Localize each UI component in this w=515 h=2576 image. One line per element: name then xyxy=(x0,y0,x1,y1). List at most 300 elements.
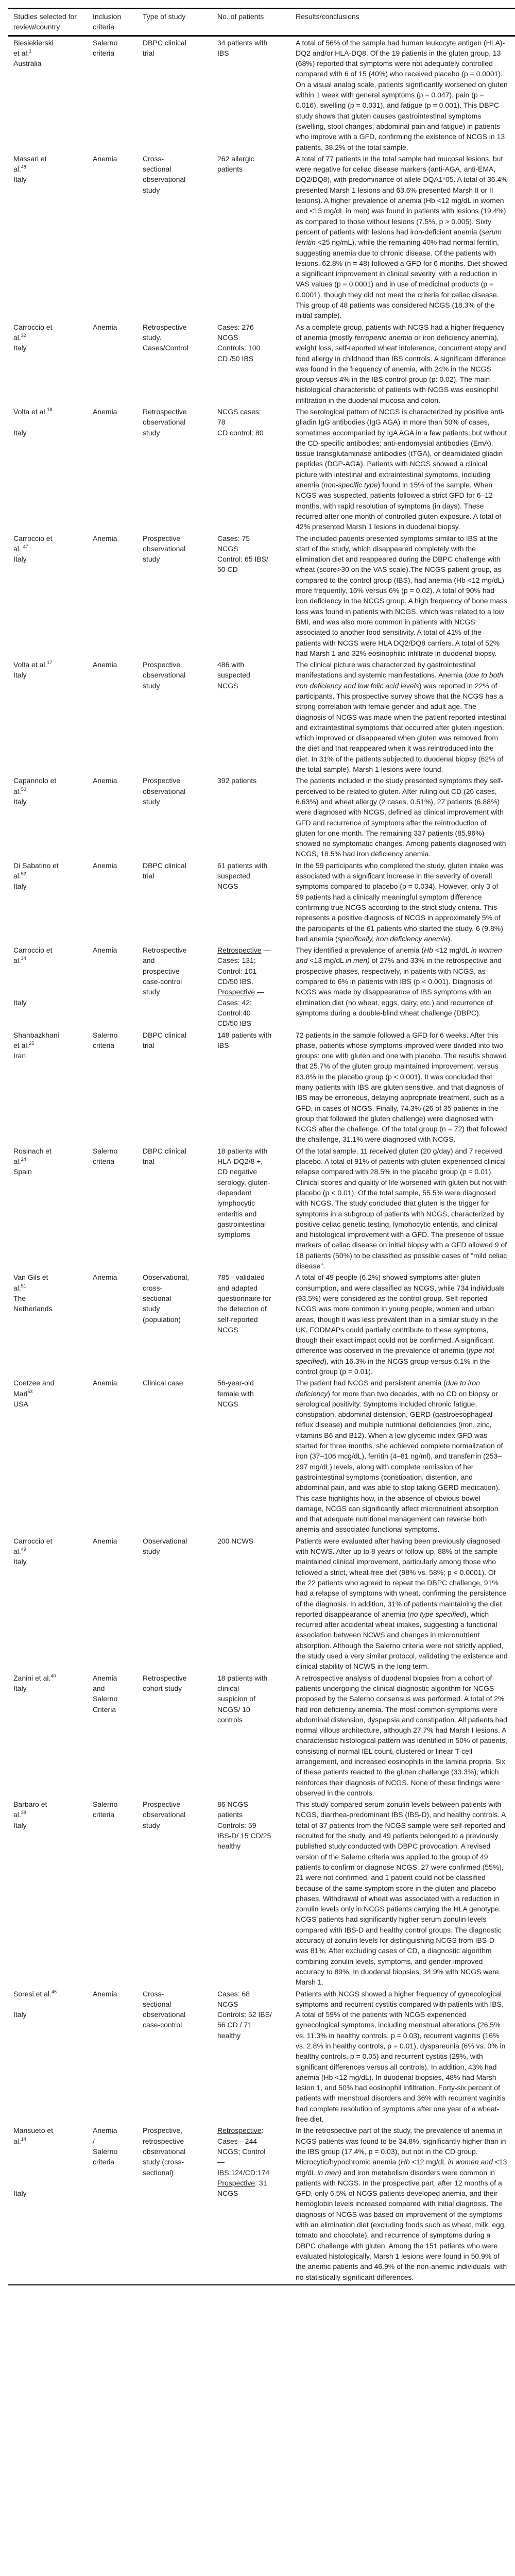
results-paragraph: A retrospective analysis of duodenal biopsies from a cohort of patients undergoing the clinical diagnostic algorithm for NCGS proposed by the Salerno consensus was performed. A total of 2% had iron deficiency anemia. The most common symptoms were abdominal distension, dyspepsia and constipation. All patients had normal villous architecture, although 27.7% had Marsh I lesions. A characteristic histological pattern was identified in 50% of patients, consisting of normal IEL count, clustered or linear T-cell arrangement, and increased eosinophils in the lamina propria. Six of these patients reacted to the gluten challenge (33.3%), which reinforces their diagnosis of NCGS. None of these findings were observed in the controls. xyxy=(296,1673,507,1797)
study-cell xyxy=(8,406,88,532)
text-segment: al. xyxy=(13,1157,21,1166)
cell-line: NCGS xyxy=(217,1325,238,1334)
cell-line: observational xyxy=(143,671,186,680)
cell-line: CD negative xyxy=(217,1167,258,1176)
reference-number: 38 xyxy=(21,1810,26,1816)
cell-line: lymphocytic xyxy=(217,1199,255,1208)
cell-line: self-reported xyxy=(217,1315,258,1324)
cell-line: Salerno xyxy=(93,2147,118,2156)
table-row xyxy=(8,1988,515,2125)
cell-line: Italy xyxy=(13,2189,27,2198)
results-cell xyxy=(296,1799,515,1987)
text-segment: Microcytic/hypochromic anemia ( xyxy=(296,2158,401,2166)
cell-line xyxy=(13,786,81,796)
cell-line: Carroccio et xyxy=(13,534,53,543)
cell-line: criteria xyxy=(93,1041,115,1049)
text-segment: The serological pattern of NCGS is characterized by positive anti-gliadin IgG antibodies (IgG AGA) in more than 50% of cases, sometimes accompanied by IgA AGA in a few patients, but without the CD-specific antibodies: anti-endomysial antibodies (EmA), tissue transglutaminase antibodies (tTGA), or deamidated gliadin peptides (DGP-AGA). Patients with NCGS showed a clinical picture with intestinal and extraintestinal symptoms, including anemia ( xyxy=(296,407,507,489)
cell-line: Italy xyxy=(13,1684,27,1692)
results-cell xyxy=(296,1989,515,2125)
cell-line: Italy xyxy=(13,1821,27,1829)
header-patients: No. of patients xyxy=(217,12,264,21)
text-segment: al. xyxy=(13,165,21,174)
text-segment: et al. xyxy=(13,1041,29,1049)
italic-text: Hb xyxy=(424,946,433,955)
cell-line xyxy=(13,2157,81,2167)
inclusion-cell xyxy=(88,860,138,944)
table-row xyxy=(8,1145,515,1272)
study-type-cell xyxy=(138,1536,212,1672)
results-paragraph xyxy=(296,1378,508,1534)
text-segment: Soresi et al. xyxy=(13,1989,52,1998)
cell-line: sectional xyxy=(143,1294,171,1302)
cell-line: cohort study xyxy=(143,1684,182,1692)
cell-line: female with xyxy=(217,1389,254,1398)
cell-line: trial xyxy=(143,872,154,880)
results-cell xyxy=(296,1673,515,1799)
study-type-cell xyxy=(138,860,212,944)
results-paragraph: In the retrospective part of the study, the prevalence of anemia in NCGS patients was found to be 34.8%, significantly higher than in the IBS group (17.4%, p = 0.03), but not in the CD group. xyxy=(296,2126,506,2156)
cell-line: 486 with xyxy=(217,660,245,669)
results-paragraph: A total of 56% of the sample had human leukocyte antigen (HLA)-DQ2 and/or HLA-DQ8. Of the 19 patients in the gluten group, 13 (68%) reported that symptoms were not adequately controlled compared with 6 of 15 (40%) who received placebo (p = 0.0001). On a visual analog scale, patients significantly worsened on gluten within 1 week with general symptoms (p = 0.047), pain (p = 0.016), swelling (p = 0.031), and fatigue (p = 0.001). This DBPC study shows that gluten causes gastrointestinal symptoms (swelling, stool changes, abdominal pain and fatigue) in patients who improve with a GFD, confirming the existence of NCGS in 13 patients, 38.2% of the total sample. xyxy=(296,38,508,151)
cell-line: USA xyxy=(13,1399,28,1408)
results-paragraph xyxy=(296,1536,508,1672)
cell-line: gastrointestinal xyxy=(217,1219,266,1228)
cell-line: Rosinach et xyxy=(13,1146,52,1155)
cell-line: Italy xyxy=(13,1557,27,1566)
cell-line: observational xyxy=(143,418,186,427)
text-segment: — xyxy=(255,988,265,996)
reference-number: 51 xyxy=(21,1283,26,1289)
text-segment: The patient had NCGS and persistent anemia ( xyxy=(296,1379,446,1387)
study-type-cell xyxy=(138,406,212,532)
cell-line: Clinical case xyxy=(143,1379,183,1387)
cell-line xyxy=(13,332,81,343)
reference-number: 32 xyxy=(21,332,26,338)
study-cell xyxy=(8,775,88,859)
cell-line xyxy=(13,1040,81,1050)
results-paragraph xyxy=(296,1272,508,1377)
cell-line: 86 NCGS xyxy=(217,1800,248,1809)
text-segment: <13 mg/dL xyxy=(307,956,346,965)
cell-line: Anemia xyxy=(93,1273,117,1282)
text-segment: : xyxy=(261,2126,264,2135)
reference-number: 47 xyxy=(23,544,28,549)
cell-line: NCGS xyxy=(217,333,238,342)
cell-line: study xyxy=(143,1547,160,1556)
cell-line: Italy xyxy=(13,671,27,680)
study-cell xyxy=(8,2125,88,2282)
inclusion-cell xyxy=(88,1030,138,1145)
text-segment: They identified a prevalence of anemia ( xyxy=(296,946,424,955)
cell-line: Controls: 52 IBS/ xyxy=(217,2010,272,2019)
cell-line: sectional xyxy=(143,165,171,174)
cell-line: DBPC clinical xyxy=(143,38,186,47)
cell-line: and adapted xyxy=(217,1283,258,1292)
table-header-row xyxy=(8,9,515,35)
text-segment: Zanini et al. xyxy=(13,1673,51,1682)
text-segment: Patients were evaluated after having been previously diagnosed with NCWS. After up to 8 years of follow-up, 88% of the sample maintained clinical improvement, particularly among those who followed a strict, wheat-free diet (98% vs. 58%; p < 0.0001). Of the 22 patients who agreed to repeat the DBPC challenge, 91% had a relapse of symptoms with wheat, confirming the persistence of the diagnosis. In addition, 31% of patients maintaining the diet reported disappearance of anemia ( xyxy=(296,1536,507,1618)
inclusion-cell xyxy=(88,775,138,859)
results-cell xyxy=(296,154,515,321)
cell-line: Italy xyxy=(13,555,27,564)
cell-line xyxy=(13,1809,81,1820)
cell-line xyxy=(13,871,81,881)
study-type-cell xyxy=(138,38,212,152)
cell-line: suspected xyxy=(217,671,250,680)
reference-number: 24 xyxy=(21,1157,26,1162)
cell-line: patients xyxy=(217,1810,243,1819)
cell-line xyxy=(13,406,81,417)
text-segment: and iron metabolism disorders were common in patients with NCGS. In the prospective part, after 12 months of a GFD, only 6.5% of NCGS patients developed anemia, and their hemoglobin levels increased compared with initial diagnosis. The diagnosis of NCGS was based on improvement of the symptoms with an elimination diet (excluding foods such as wheat, milk, egg, tomato and chocolate), and recurrence of symptoms during a DBPC challenge with gluten. Among the 151 patients who were evaluated histologically, Marsh 1 lesions were found in 50.9% of the anemic patients and 46.9% of the non-anemic individuals, with no statistically significant differences. xyxy=(296,2168,507,2281)
table-row xyxy=(8,37,515,152)
cell-line: study xyxy=(143,555,160,564)
cell-line: 56-year-old xyxy=(217,1379,254,1387)
patients-cell xyxy=(212,1536,296,1672)
cell-line: Cross- xyxy=(143,1989,164,1998)
reference-number: 53 xyxy=(27,1388,33,1394)
cell-line: criteria xyxy=(93,1810,115,1819)
cell-line: NCGS xyxy=(217,2189,238,2198)
cell-line: serology, gluten- xyxy=(217,1178,270,1187)
cell-line: Australia xyxy=(13,59,42,68)
study-type-cell xyxy=(138,945,212,1028)
cell-line: 50 CD xyxy=(217,565,238,574)
table-row xyxy=(8,658,515,774)
patients-cell xyxy=(212,860,296,944)
cell-line: enteritis and xyxy=(217,1209,257,1218)
study-type-cell xyxy=(138,1673,212,1799)
cell-line: clinical xyxy=(217,1684,239,1692)
inclusion-cell xyxy=(88,322,138,405)
inclusion-cell xyxy=(88,38,138,152)
reference-number: 1 xyxy=(29,48,32,54)
cell-line: case-control xyxy=(143,2021,182,2029)
cell-line: Cases: 68 xyxy=(217,1989,250,1998)
results-paragraph: The patients included in the study presented symptoms they self-perceived to be related to gluten. After ruling out CD (26 cases, 6.63%) and wheat allergy (2 cases, 0.51%), 27 patients (6.88%) were diagnosed with NCGS, defined as clinical improvement with GFD and recurrence of symptoms after the reintroduction of gluten for one month. The remaining 337 patients (85.96%) showed no symptomatic changes. Among patients diagnosed with NCGS, 18.5% had iron deficiency anemia. xyxy=(296,776,506,858)
cell-line: / xyxy=(93,2137,95,2145)
cell-line xyxy=(217,945,296,955)
cell-line: criteria xyxy=(93,48,115,57)
cell-line: Anemia xyxy=(93,154,117,163)
reference-number: 25 xyxy=(29,1040,35,1046)
patients-cell xyxy=(212,322,296,405)
text-segment: ) was reported in 22% of participants. This prospective survey shows that the NCGS has a strong correlation with female gender and adult age. The diagnosis of NCGS was made when the patient reported intestinal and extraintestinal symptoms that occurred after gluten ingestion, which improved or disappeared when gluten was removed from the diet and that reappeared when it was reintroduced into the diet. In 31% of the patients subjected to duodenal biopsy (62% of the total sample), Marsh 1 lesions were found. xyxy=(296,681,506,774)
reference-number: 49 xyxy=(21,1547,26,1552)
results-cell xyxy=(296,860,515,944)
cell-line: Shahbazkhani xyxy=(13,1030,59,1039)
cell-line: Anemia xyxy=(93,1989,117,1998)
cell-line: Italy xyxy=(13,882,27,891)
text-segment: <13 mg/dL xyxy=(296,2158,507,2177)
reference-number: 14 xyxy=(21,2136,26,2142)
cell-line: retrospective xyxy=(143,2137,184,2145)
reference-number: 52 xyxy=(21,871,26,877)
cell-line: IBS-D/ 15 CD/25 xyxy=(217,1832,271,1840)
cell-line: Retrospective xyxy=(143,946,187,955)
cell-line: DBPC clinical xyxy=(143,1030,186,1039)
cell-line: study xyxy=(143,988,160,996)
table-row xyxy=(8,1798,515,1987)
cell-line: NCGS xyxy=(217,681,238,690)
cell-line: observational xyxy=(143,175,186,184)
cell-line: study xyxy=(143,681,160,690)
results-paragraph: The included patients presented symptoms similar to IBS at the start of the study, which disappeared completely with the elimination diet and reappeared during the DBPC challenge with wheat (score>30 on the VAS scale).The NCGS patient group, as compared to the control group (IBS), had anemia (Hb <12 mg/dL) more frequently, 16% versus 6% (p = 0.02). A total of 90% had iron deficiency in the NCGS group. A high frequency of bone mass loss was found in patients with NCGS, which was related to a low BMI, and was also more common in patients with NCGS associated to another food sensitivity. A total of 41% of the patients with NCGS were HLA DQ2/DQ8 carriers. A total of 52% had Marsh 1 and 32% eosinophilic infiltrate in duodenal biopsy. xyxy=(296,534,507,657)
table-row xyxy=(8,859,515,944)
study-cell xyxy=(8,533,88,659)
cell-line: Observational xyxy=(143,1536,187,1545)
cell-line: Retrospective xyxy=(143,407,187,416)
study-cell xyxy=(8,1378,88,1534)
cell-line: Control:40 xyxy=(217,1008,251,1017)
cell-line: Carroccio et xyxy=(13,323,53,331)
patients-cell xyxy=(212,406,296,532)
cell-line: observational xyxy=(143,1810,186,1819)
cell-line: NCGS cases: xyxy=(217,407,261,416)
cell-line: sectional) xyxy=(143,2168,174,2177)
italic-text: specifically, iron deficiency anemia xyxy=(337,934,448,943)
results-paragraph xyxy=(296,659,508,774)
cell-line: 148 patients with xyxy=(217,1030,272,1039)
text-segment: al. xyxy=(13,1547,21,1556)
study-cell xyxy=(8,1146,88,1272)
study-cell xyxy=(8,38,88,152)
underlined-label: Prospective xyxy=(217,988,255,996)
cell-line: DBPC clinical xyxy=(143,1146,186,1155)
reference-number: 34 xyxy=(21,956,26,961)
inclusion-cell xyxy=(88,1536,138,1672)
results-cell xyxy=(296,533,515,659)
table-row xyxy=(8,405,515,532)
study-cell xyxy=(8,945,88,1028)
italic-text: due to iron deficiency xyxy=(296,1379,480,1398)
cell-line: Cases—244 xyxy=(217,2137,258,2145)
cell-line: study xyxy=(143,1304,160,1313)
cell-line: Control: 65 IBS/ xyxy=(217,555,268,564)
cell-line xyxy=(13,1673,81,1683)
text-segment: <12 mg/dL xyxy=(433,946,471,955)
cell-line xyxy=(13,659,81,670)
results-cell xyxy=(296,2125,515,2282)
inclusion-cell xyxy=(88,2125,138,2282)
results-paragraph: Patients with NCGS showed a higher frequency of gynecological symptoms and recurrent cystitis compared with patients with IBS. A total of 59% of the patients with NCGS experienced gynecological symptoms, including menstrual alterations (26.5% vs. 11.3% in healthy controls, p = 0.03), recurrent vaginitis (16% vs. 2.8% in healthy controls, p = 0.01), dyspareunia (6% vs. 0% in healthy controls, p = 0.05) and recurrent cystitis (29%, with significant differences versus all controls). In addition, 43% had anemia (Hb <12 mg/dL). In duodenal biopsies, 48% had Marsh lesion 1, and 50% had eosinophil infiltration. Forty-six percent of patients with menstrual disorders and 36% with recurrent vaginitis had complete resolution of symptoms after one year of a wheat-free diet. xyxy=(296,1989,506,2124)
italic-text: type not specified xyxy=(296,1346,494,1365)
cell-line xyxy=(217,987,296,997)
inclusion-cell xyxy=(88,659,138,774)
results-cell xyxy=(296,1536,515,1672)
text-segment: al. xyxy=(13,1283,21,1292)
inclusion-cell xyxy=(88,945,138,1028)
results-cell xyxy=(296,406,515,532)
cell-line: Italy xyxy=(13,428,27,437)
results-cell xyxy=(296,659,515,774)
cell-line: Cases: 75 xyxy=(217,534,250,543)
cell-line: CD/50 IBS. xyxy=(217,977,254,986)
cell-line: patients xyxy=(217,165,243,174)
text-segment: — xyxy=(261,946,271,955)
cell-line: DBPC clinical xyxy=(143,861,186,870)
text-segment: A total of 77 patients in the total sample had mucosal lesions, but were negative for celiac disease markers (anti-AGA, anti-EMA, DQ2/DQ8), with predominance of allele DQA1*05. A total of 36.4% presented Marsh 1 lesions and 63.6% presented Marsh II or II lesions). A higher prevalence of anemia (Hb <12 mg/dL in women and <13 mg/dL in men) was found in patients with lesions (19.4%) as compared to those without lesions (7.5%, p > 0.005). Sixty percent of patients with lesions had iron-deficient anemia ( xyxy=(296,154,508,236)
text-segment: et al. xyxy=(13,48,29,57)
inclusion-cell xyxy=(88,154,138,321)
inclusion-cell xyxy=(88,1989,138,2125)
cell-line: Anemia xyxy=(93,2126,117,2135)
cell-line: Mansueto et xyxy=(13,2126,54,2135)
cell-line: CD control: 80 xyxy=(217,428,264,437)
inclusion-cell xyxy=(88,533,138,659)
cell-line: sectional xyxy=(143,1999,171,2008)
study-cell xyxy=(8,1673,88,1799)
cell-line xyxy=(13,2167,81,2178)
table-bottom-rule xyxy=(8,2284,515,2285)
cell-line: Anemia xyxy=(93,660,117,669)
text-segment: al. xyxy=(13,544,23,553)
text-segment: ). xyxy=(448,934,453,943)
cell-line xyxy=(13,987,81,997)
cell-line: 56 CD / 71 xyxy=(217,2021,252,2029)
text-segment: Mari xyxy=(13,1389,28,1398)
cell-line: Cases: 131; xyxy=(217,956,256,965)
study-cell xyxy=(8,659,88,774)
cell-line xyxy=(13,966,81,976)
results-cell xyxy=(296,775,515,859)
cell-line: Cases/Control xyxy=(143,344,188,352)
cell-line: Salerno xyxy=(93,1800,118,1809)
patients-cell xyxy=(212,533,296,659)
italic-text: due to both iron deficiency and low folic acid levels xyxy=(296,671,504,690)
results-paragraph xyxy=(296,945,508,1018)
results-paragraph xyxy=(296,2157,508,2282)
cell-line: 34 patients with xyxy=(217,38,268,47)
header-inclusion: Inclusion criteria xyxy=(93,12,122,31)
study-cell xyxy=(8,1536,88,1672)
cell-line: IBS xyxy=(217,1041,229,1049)
cell-line xyxy=(13,2136,81,2146)
cell-line: Anemia xyxy=(93,407,117,416)
italic-text: no type specified xyxy=(409,1609,464,1618)
patients-cell xyxy=(212,1272,296,1377)
results-paragraph: 72 patients in the sample followed a GFD for 6 weeks. After this phase, patients whose symptoms improved were divided into two groups: one with gluten and one with placebo. The results showed that 25.7% of the gluten group maintained improvement, versus 83.8% in the placebo group (p < 0.001). It was concluded that many patients with IBS are gluten sensitive, and that diagnosis of IBS may be erroneous, delaying appropriate treatment, such as a GFD, in cases of NCGS. Finally, 74.3% (26 of 35 patients in the group that followed the gluten challenge) were diagnosed with NCGS after the challenge. Of the total group (n = 72) that followed the challenge, 31.1% were diagnosed with NCGS. xyxy=(296,1030,507,1144)
cell-line: NCGS xyxy=(217,1999,238,2008)
table-row xyxy=(8,944,515,1028)
cell-line: Retrospective xyxy=(143,323,187,331)
results-cell xyxy=(296,1146,515,1272)
patients-cell xyxy=(212,945,296,1028)
text-segment: of 27% and 33% in the retrospective and prospective phases, respectively, in patients with NCGS, as compared to 6% in patients with IBS (p < 0.001). Diagnosis of NCGS was made by disappearance of IBS symptoms with an elimination diet (no wheat, eggs, dairy, etc.) and recurrence of symptoms during a double-blind wheat challenge (DBPC). xyxy=(296,956,502,1017)
cell-line: suspicion of xyxy=(217,1694,255,1703)
study-cell xyxy=(8,860,88,944)
cell-line: 18 patients with xyxy=(217,1673,268,1682)
patients-cell xyxy=(212,1030,296,1145)
table-body xyxy=(8,37,515,2282)
header-results: Results/conclusions xyxy=(296,12,359,21)
cell-line: NCGS xyxy=(217,1399,238,1408)
reference-number: 17 xyxy=(47,660,53,666)
cell-line: criteria xyxy=(93,2158,115,2166)
cell-line: Criteria xyxy=(93,1705,116,1714)
cell-line: Netherlands xyxy=(13,1304,53,1313)
text-segment: ) for more than two decades, with no CD on biopsy or serological positivity. Symptoms included chronic fatigue, constipation, abdominal distension, GERD (gastroesophageal reflux disease) and multiple nutritional deficiencies (iron, zinc, vitamins B6 and B12). When a low glycemic index GFD was started for three months, she achieved complete normalization of iron (37–106 mcg/dL), ferritin (4–81 ng/ml), and transferrin (253–297 mg/dL) levels, along with complete remission of her gastrointestinal symptoms (constipation, distention, and abdominal pain, and was able to stop taking GERD medication). This case highlights how, in the absence of obvious bowel damage, NCGS can significantly affect micronutrient absorption and that adequate nutritional management can reverse both anemia and associated functional symptoms. xyxy=(296,1389,503,1534)
text-segment: The clinical picture was characterized by gastrointestinal manifestations and systemic manifestations. Anemia ( xyxy=(296,660,476,680)
cell-line: Anemia xyxy=(93,861,117,870)
cell-line: study (cross- xyxy=(143,2158,184,2166)
cell-line: study xyxy=(143,428,160,437)
table-row xyxy=(8,1535,515,1672)
cell-line: HLA-DQ2/8 +, xyxy=(217,1157,263,1166)
reference-number: 40 xyxy=(50,1673,56,1679)
cell-line: Anemia xyxy=(93,534,117,543)
results-cell xyxy=(296,1030,515,1145)
results-cell xyxy=(296,322,515,405)
header-type: Type of study xyxy=(143,12,186,21)
cell-line: 78 xyxy=(217,418,226,427)
cell-line: Di Sabatino et xyxy=(13,861,59,870)
study-cell xyxy=(8,154,88,321)
cell-line: questionnaire for xyxy=(217,1294,271,1302)
results-paragraph xyxy=(296,860,508,944)
cell-line: criteria xyxy=(93,1157,115,1166)
cell-line xyxy=(13,1388,81,1399)
study-cell xyxy=(8,322,88,405)
results-cell xyxy=(296,945,515,1028)
table-row xyxy=(8,1672,515,1799)
cell-line: 18 patients with xyxy=(217,1146,268,1155)
cell-line: 61 patients with xyxy=(217,861,268,870)
cell-line: prospective xyxy=(143,967,180,975)
results-cell xyxy=(296,38,515,152)
cell-line: Controls: 100 xyxy=(217,344,261,352)
study-type-cell xyxy=(138,322,212,405)
cell-line: Control: 101 xyxy=(217,967,257,975)
inclusion-cell xyxy=(88,1272,138,1377)
patients-cell xyxy=(212,1146,296,1272)
cell-line: NCGS xyxy=(217,544,238,553)
table-row xyxy=(8,1029,515,1145)
cell-line xyxy=(13,164,81,174)
cell-line: controls xyxy=(217,1715,243,1724)
results-paragraph xyxy=(296,406,508,532)
inclusion-cell xyxy=(88,1673,138,1799)
study-cell xyxy=(8,1272,88,1377)
table-row xyxy=(8,321,515,405)
cell-line: Prospective xyxy=(143,1800,181,1809)
text-segment: A total of 49 people (6.2%) showed symptoms after gluten consumption, and were classified as NCGS, while 734 individuals (93.5%) were considered as the control group. Self-reported NCGS was more common in young people, women and urban areas, though it was less prevalent than in a similar study in the UK. FODMAPs could partially contribute to these symptoms, though their exact impact could not be confirmed. A significant difference was observed in the prevalence of anemia ( xyxy=(296,1273,505,1355)
results-paragraph: This study compared serum zonulin levels between patients with NCGS, diarrhea-predominant IBS (IBS-D), and healthy controls. A total of 37 patients from the NCGS sample were self-reported and recruited for the study, and 49 patients belonged to a previously published study conducted with DBPC provocation. A revised version of the Salerno criteria was applied to the group of 49 patients to confirm or diagnose NCGS: 27 were confirmed (55%), 21 were not confirmed, and 1 patient could not be classified because of the same symptom score in the gluten and placebo phases. Withdrawal of wheat was associated with a reduction in zonulin levels only in NCGS patients carrying the HLA genotype. NCGS patients had significantly higher serum zonulin levels compared with IBS-D and healthy control groups. The diagnostic accuracy of zonulin levels for distinguishing NCGS from IBS-D was 81%. After excluding cases of CD, a diagnostic algorithm combining zonulin levels, symptoms, and gender improved accuracy to 89%. In duodenal biopsies, 34.9% with NCGS were Marsh 1. xyxy=(296,1800,506,1987)
cell-line: trial xyxy=(143,1157,154,1166)
italic-text: in men) xyxy=(317,2168,341,2177)
cell-line: IBS xyxy=(217,48,229,57)
cell-line xyxy=(13,1156,81,1166)
patients-cell xyxy=(212,2125,296,2282)
cell-line: observational xyxy=(143,2010,186,2019)
cell-line: and xyxy=(143,956,155,965)
cell-line: 262 allergic xyxy=(217,154,254,163)
cell-line: Salerno xyxy=(93,1030,118,1039)
cell-line: Anemia xyxy=(93,776,117,785)
cell-line: Cross- xyxy=(143,154,164,163)
cell-line xyxy=(13,1546,81,1556)
table-row xyxy=(8,1271,515,1377)
cell-line: study xyxy=(143,1821,160,1829)
cell-line: 200 NCWS xyxy=(217,1536,254,1545)
cell-line: Italy xyxy=(13,998,27,1007)
cell-line: symptoms xyxy=(217,1230,250,1239)
italic-text: ferropenic anemia xyxy=(354,333,413,342)
cell-line xyxy=(13,2178,81,2188)
text-segment: al. xyxy=(13,956,21,965)
study-type-cell xyxy=(138,775,212,859)
inclusion-cell xyxy=(88,1378,138,1534)
cell-line xyxy=(13,2146,81,2157)
